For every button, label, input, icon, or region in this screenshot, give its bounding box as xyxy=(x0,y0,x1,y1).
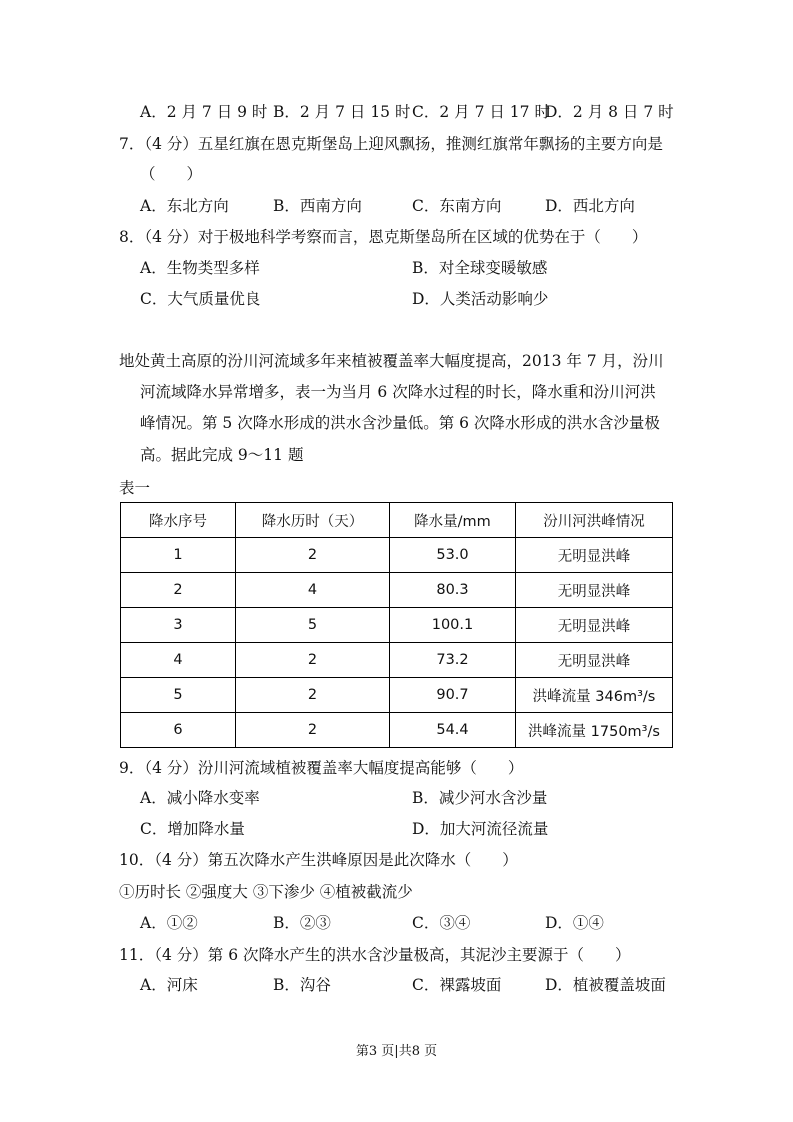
table-row xyxy=(121,538,673,573)
option: B．对全球变暖敏感 xyxy=(412,259,548,277)
table-cell: 2 xyxy=(236,643,390,678)
option: B．②③ xyxy=(273,914,331,932)
passage-line: 河流域降水异常增多，表一为当月 6 次降水过程的时长，降水重和汾川河洪 xyxy=(140,383,656,401)
header-cell: 汾川河洪峰情况 xyxy=(516,503,673,538)
table-row xyxy=(121,608,673,643)
table-row xyxy=(121,713,673,748)
question-stem: 9．（4 分）汾川河流域植被覆盖率大幅度提高能够（ ） xyxy=(119,759,524,777)
table-cell: 5 xyxy=(121,678,236,713)
table-cell: 无明显洪峰 xyxy=(516,608,673,643)
table-cell: 1 xyxy=(121,538,236,573)
table-cell: 80.3 xyxy=(390,573,516,608)
passage-line: 地处黄土高原的汾川河流域多年来植被覆盖率大幅度提高，2013 年 7 月，汾川 xyxy=(119,352,664,370)
table-cell: 无明显洪峰 xyxy=(516,573,673,608)
table-cell: 洪峰流量 1750m³/s xyxy=(516,713,673,748)
option: C．大气质量优良 xyxy=(140,290,261,308)
option: C．③④ xyxy=(412,914,471,932)
table-cell: 2 xyxy=(121,573,236,608)
table-cell: 73.2 xyxy=(390,643,516,678)
passage-line: 高。据此完成 9～11 题 xyxy=(140,446,304,464)
option: D．加大河流径流量 xyxy=(412,820,549,838)
table-caption: 表一 xyxy=(119,479,151,497)
option: A．2 月 7 日 9 时 xyxy=(140,103,268,121)
option: D．2 月 8 日 7 时 xyxy=(545,103,674,121)
question-stem: 11．（4 分）第 6 次降水产生的洪水含沙量极高，其泥沙主要源于（ ） xyxy=(119,946,631,964)
table-cell: 54.4 xyxy=(390,713,516,748)
option: A．东北方向 xyxy=(140,197,229,215)
option: C．东南方向 xyxy=(412,197,502,215)
table-cell: 100.1 xyxy=(390,608,516,643)
table-cell: 2 xyxy=(236,713,390,748)
table-cell: 3 xyxy=(121,608,236,643)
table-cell: 无明显洪峰 xyxy=(516,538,673,573)
question-sub-items: ①历时长 ②强度大 ③下渗少 ④植被截流少 xyxy=(119,883,413,901)
table-row xyxy=(121,643,673,678)
table-header-row xyxy=(121,503,673,538)
answer-blank: （ ） xyxy=(140,165,203,183)
page-footer: 第3 页|共8 页 xyxy=(355,1044,438,1059)
table-row xyxy=(121,678,673,713)
table-cell: 53.0 xyxy=(390,538,516,573)
table-cell: 4 xyxy=(236,573,390,608)
passage-line: 峰情况。第 5 次降水形成的洪水含沙量低。第 6 次降水形成的洪水含沙量极 xyxy=(140,414,660,432)
option: A．减小降水变率 xyxy=(140,789,260,807)
table-cell: 5 xyxy=(236,608,390,643)
option: D．人类活动影响少 xyxy=(412,290,549,308)
option: B．西南方向 xyxy=(273,197,362,215)
table-cell: 无明显洪峰 xyxy=(516,643,673,678)
table-cell: 4 xyxy=(121,643,236,678)
option: B．2 月 7 日 15 时 xyxy=(273,103,411,121)
table-row xyxy=(121,573,673,608)
precipitation-table xyxy=(120,502,673,748)
table-cell: 90.7 xyxy=(390,678,516,713)
option: D．①④ xyxy=(545,914,604,932)
table-cell: 2 xyxy=(236,538,390,573)
question-stem: 8．（4 分）对于极地科学考察而言，恩克斯堡岛所在区域的优势在于（ ） xyxy=(119,228,648,246)
option: C．增加降水量 xyxy=(140,820,245,838)
option: A．①② xyxy=(140,914,198,932)
question-stem: 10．（4 分）第五次降水产生洪峰原因是此次降水（ ） xyxy=(119,851,518,869)
header-cell: 降水历时（天） xyxy=(236,503,390,538)
table-cell: 洪峰流量 346m³/s xyxy=(516,678,673,713)
option: A．生物类型多样 xyxy=(140,259,260,277)
option: D．植被覆盖坡面 xyxy=(545,976,666,994)
option: D．西北方向 xyxy=(545,197,635,215)
option: C．裸露坡面 xyxy=(412,976,502,994)
table-cell: 6 xyxy=(121,713,236,748)
header-cell: 降水量/mm xyxy=(390,503,516,538)
option: C．2 月 7 日 17 时 xyxy=(412,103,550,121)
question-stem: 7．（4 分）五星红旗在恩克斯堡岛上迎风飘扬，推测红旗常年飘扬的主要方向是 xyxy=(119,135,663,153)
table-cell: 2 xyxy=(236,678,390,713)
option: B．沟谷 xyxy=(273,976,331,994)
option: A．河床 xyxy=(140,976,198,994)
header-cell: 降水序号 xyxy=(121,503,236,538)
option: B．减少河水含沙量 xyxy=(412,789,548,807)
